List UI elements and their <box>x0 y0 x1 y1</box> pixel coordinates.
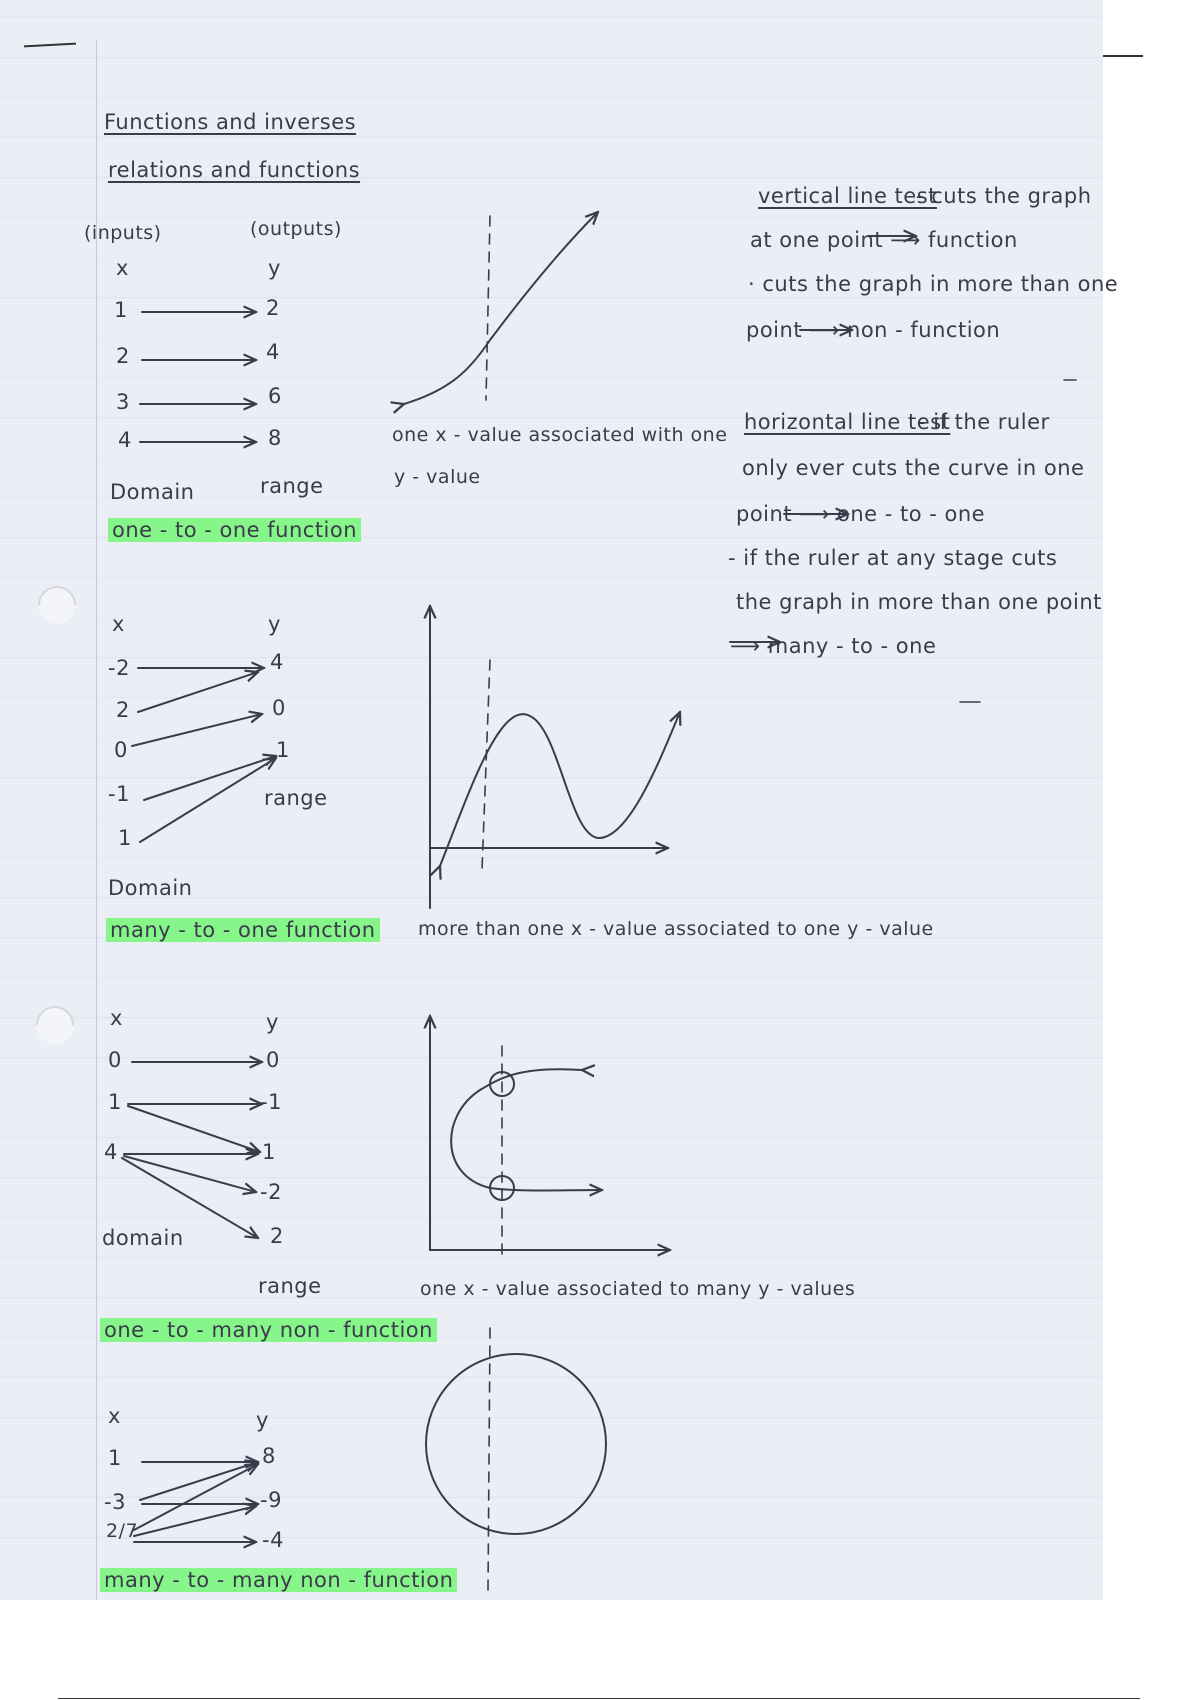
function-type-label: one - to - one function <box>108 518 361 542</box>
y-label: y <box>268 256 281 280</box>
y-value: -4 <box>262 1528 284 1552</box>
mapping-arrow <box>132 714 262 746</box>
vertical-test-line <box>482 660 490 870</box>
x-value: 2 <box>116 344 130 368</box>
note-line: ⟶ many - to - one <box>730 634 937 658</box>
note-line: - if the ruler at any stage cuts <box>728 546 1058 570</box>
x-value: 0 <box>108 1048 122 1072</box>
function-type-label: many - to - many non - function <box>100 1568 457 1592</box>
page-subtitle: relations and functions <box>108 158 361 182</box>
x-label: x <box>116 256 129 280</box>
domain-label: domain <box>102 1226 184 1250</box>
wavy-curve <box>440 712 680 866</box>
mapping-arrow <box>138 672 258 712</box>
x-value: -1 <box>108 782 130 806</box>
y-value: 1 <box>262 1140 276 1164</box>
x-value: 1 <box>108 1090 122 1114</box>
y-value: -1 <box>260 1090 282 1114</box>
x-value: 2/7 <box>106 1520 139 1542</box>
x-value: 1 <box>114 298 128 322</box>
y-value: 2 <box>270 1224 284 1248</box>
note-line: - cuts the graph <box>916 184 1092 208</box>
bottom-rule <box>58 1698 1140 1699</box>
x-value: 4 <box>118 428 132 452</box>
mapping-arrow <box>122 1158 258 1238</box>
mapping-arrow <box>140 758 276 842</box>
x-value: 0 <box>114 738 128 762</box>
note-line: point ⟶ one - to - one <box>736 502 986 526</box>
x-value: 2 <box>116 698 130 722</box>
domain-label: Domain <box>108 876 193 900</box>
graph-caption: y - value <box>394 466 481 488</box>
circle-relation <box>426 1354 606 1534</box>
mapping-arrow <box>144 756 276 800</box>
graph-caption: more than one x - value associated to one y - value <box>418 918 934 940</box>
note-line: · cuts the graph in more than one <box>748 272 1119 296</box>
y-label: y <box>266 1010 279 1034</box>
x-value: 1 <box>118 826 132 850</box>
y-value: 8 <box>262 1444 276 1468</box>
range-label: range <box>264 786 328 810</box>
range-label: range <box>260 474 324 498</box>
y-label: y <box>256 1408 269 1432</box>
vertical-line-test-heading: vertical line test <box>758 184 937 208</box>
function-type-label: many - to - one function <box>106 918 380 942</box>
y-value: 4 <box>270 650 284 674</box>
note-line: - if the ruler <box>918 410 1050 434</box>
x-value: 3 <box>116 390 130 414</box>
vertical-test-line <box>486 216 490 400</box>
y-value: -9 <box>260 1488 282 1512</box>
range-label: range <box>258 1274 322 1298</box>
note-line: point ⟶ non - function <box>746 318 1001 342</box>
y-value: 0 <box>272 696 286 720</box>
y-value: 8 <box>268 426 282 450</box>
x-value: 4 <box>104 1140 118 1164</box>
domain-label: Domain <box>110 480 195 504</box>
graph-caption: one x - value associated with one <box>392 424 728 446</box>
vertical-test-line <box>488 1328 490 1590</box>
inputs-header: (inputs) <box>84 222 162 244</box>
y-value: 2 <box>266 296 280 320</box>
note-line: the graph in more than one point <box>736 590 1102 614</box>
note-line: at one point ⟶ function <box>750 228 1018 252</box>
note-line: only ever cuts the curve in one <box>742 456 1085 480</box>
y-value: 6 <box>268 384 282 408</box>
y-value: 4 <box>266 340 280 364</box>
c-shaped-curve <box>451 1069 602 1190</box>
increasing-curve <box>404 212 598 404</box>
x-value: -2 <box>108 656 130 680</box>
function-type-label: one - to - many non - function <box>100 1318 437 1342</box>
y-value: 0 <box>266 1048 280 1072</box>
x-value: 1 <box>108 1446 122 1470</box>
x-value: -3 <box>104 1490 126 1514</box>
x-label: x <box>110 1006 123 1030</box>
page-title: Functions and inverses <box>104 110 357 134</box>
mapping-arrow <box>128 1106 260 1152</box>
horizontal-line-test-heading: horizontal line test <box>744 410 951 434</box>
y-value: 1 <box>276 738 290 762</box>
x-label: x <box>112 612 125 636</box>
mapping-arrow <box>124 1156 256 1192</box>
graph-caption: one x - value associated to many y - values <box>420 1278 856 1300</box>
y-value: -2 <box>260 1180 282 1204</box>
y-label: y <box>268 612 281 636</box>
x-label: x <box>108 1404 121 1428</box>
outputs-header: (outputs) <box>250 218 342 240</box>
